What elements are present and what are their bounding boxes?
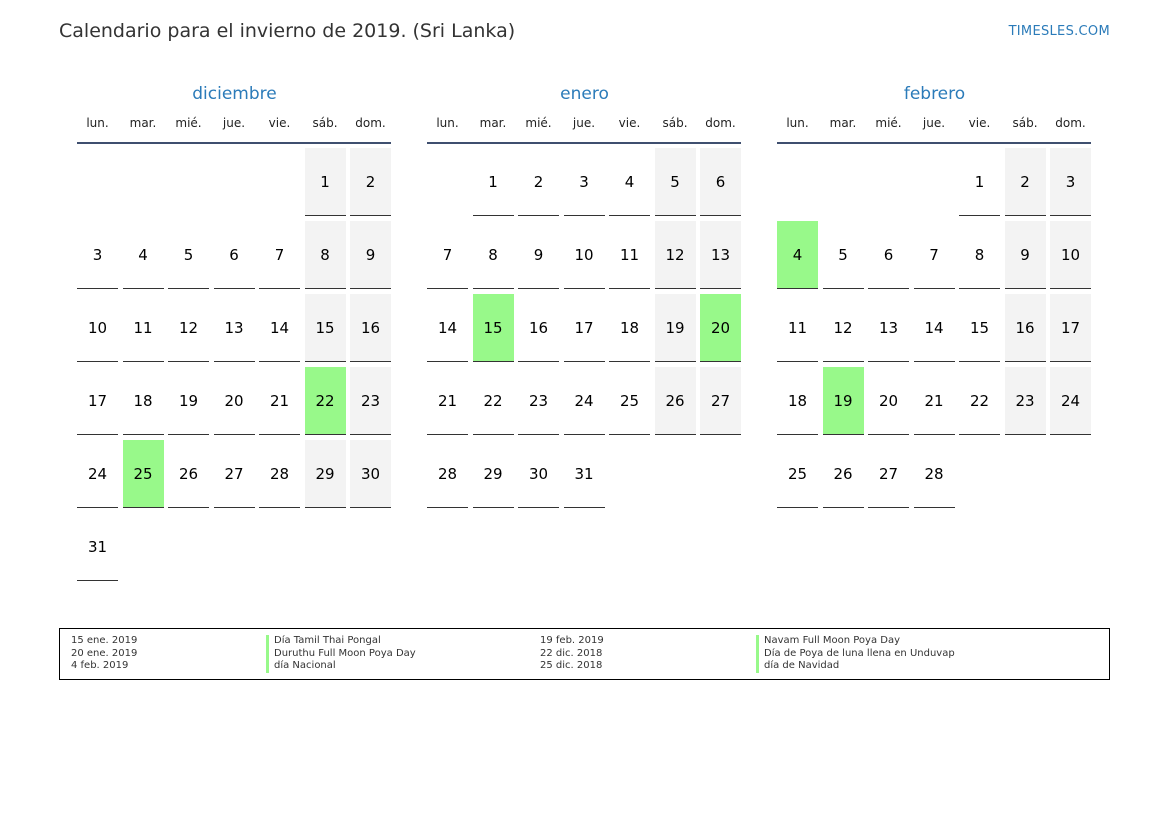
day-cell: 5 xyxy=(655,148,696,216)
weekday-label: dom. xyxy=(355,116,386,130)
month-december xyxy=(77,80,397,586)
day-cell: 17 xyxy=(1050,294,1091,362)
day-cell: 6 xyxy=(700,148,741,216)
weekday-label: mié. xyxy=(875,116,902,130)
day-cell: 22 xyxy=(305,367,346,435)
weekday-header xyxy=(77,108,391,144)
empty-cell xyxy=(427,148,468,221)
empty-cell xyxy=(777,148,818,221)
day-cell: 18 xyxy=(777,367,818,435)
legend-names-1 xyxy=(266,635,416,673)
day-cell: 21 xyxy=(914,367,955,435)
day-cell: 25 xyxy=(777,440,818,508)
day-cell: 29 xyxy=(473,440,514,508)
weekday-label: jue. xyxy=(572,116,596,130)
day-cell: 2 xyxy=(350,148,391,216)
day-cell: 11 xyxy=(609,221,650,289)
day-cell: 8 xyxy=(305,221,346,289)
day-cell: 8 xyxy=(473,221,514,289)
weekday-label: mié. xyxy=(525,116,552,130)
legend-holiday-name: día Nacional xyxy=(266,660,416,673)
weekday-label: vie. xyxy=(618,116,641,130)
day-cell: 28 xyxy=(259,440,300,508)
day-cell: 11 xyxy=(777,294,818,362)
day-cell: 19 xyxy=(655,294,696,362)
legend-date: 15 ene. 2019 xyxy=(71,635,138,646)
day-cell: 10 xyxy=(1050,221,1091,289)
day-cell: 20 xyxy=(214,367,255,435)
day-cell: 31 xyxy=(77,513,118,581)
days-grid xyxy=(77,148,397,586)
month-january xyxy=(427,80,747,513)
day-cell: 12 xyxy=(823,294,864,362)
empty-cell xyxy=(168,148,209,221)
day-cell: 4 xyxy=(609,148,650,216)
day-cell: 17 xyxy=(77,367,118,435)
weekday-label: vie. xyxy=(968,116,991,130)
day-cell: 10 xyxy=(564,221,605,289)
day-cell: 25 xyxy=(123,440,164,508)
legend-dates-2 xyxy=(540,635,604,673)
holiday-legend xyxy=(59,628,1110,680)
legend-date: 20 ene. 2019 xyxy=(71,647,138,659)
day-cell: 15 xyxy=(305,294,346,362)
day-cell: 28 xyxy=(914,440,955,508)
day-cell: 7 xyxy=(427,221,468,289)
day-cell: 1 xyxy=(305,148,346,216)
day-cell: 9 xyxy=(518,221,559,289)
day-cell: 1 xyxy=(473,148,514,216)
weekday-label: vie. xyxy=(268,116,291,130)
month-february xyxy=(777,80,1097,513)
day-cell: 17 xyxy=(564,294,605,362)
day-cell: 19 xyxy=(823,367,864,435)
weekday-label: mar. xyxy=(479,116,507,130)
weekday-label: lun. xyxy=(436,116,459,130)
day-cell: 20 xyxy=(700,294,741,362)
day-cell: 26 xyxy=(823,440,864,508)
weekday-label: sáb. xyxy=(312,116,338,130)
day-cell: 13 xyxy=(214,294,255,362)
page-title: Calendario para el invierno de 2019. (Sri Lanka) xyxy=(59,20,516,42)
empty-cell xyxy=(823,148,864,221)
day-cell: 14 xyxy=(427,294,468,362)
day-cell: 13 xyxy=(868,294,909,362)
day-cell: 12 xyxy=(655,221,696,289)
day-cell: 13 xyxy=(700,221,741,289)
day-cell: 1 xyxy=(959,148,1000,216)
day-cell: 21 xyxy=(427,367,468,435)
legend-holiday-name: Día Tamil Thai Pongal xyxy=(266,635,416,648)
legend-date: 4 feb. 2019 xyxy=(71,660,129,671)
day-cell: 16 xyxy=(1005,294,1046,362)
legend-names-2 xyxy=(756,635,955,673)
day-cell: 30 xyxy=(350,440,391,508)
day-cell: 31 xyxy=(564,440,605,508)
day-cell: 23 xyxy=(1005,367,1046,435)
weekday-label: lun. xyxy=(86,116,109,130)
day-cell: 3 xyxy=(77,221,118,289)
weekday-label: dom. xyxy=(1055,116,1086,130)
day-cell: 15 xyxy=(959,294,1000,362)
weekday-label: mar. xyxy=(829,116,857,130)
empty-cell xyxy=(77,148,118,221)
weekday-label: lun. xyxy=(786,116,809,130)
day-cell: 8 xyxy=(959,221,1000,289)
day-cell: 22 xyxy=(473,367,514,435)
legend-holiday-name: día de Navidad xyxy=(756,660,955,673)
month-name: febrero xyxy=(903,84,966,104)
month-name: diciembre xyxy=(192,84,277,104)
day-cell: 26 xyxy=(655,367,696,435)
day-cell: 27 xyxy=(700,367,741,435)
day-cell: 23 xyxy=(518,367,559,435)
day-cell: 26 xyxy=(168,440,209,508)
weekday-label: sáb. xyxy=(1012,116,1038,130)
days-grid xyxy=(427,148,747,513)
empty-cell xyxy=(259,148,300,221)
day-cell: 21 xyxy=(259,367,300,435)
weekday-label: dom. xyxy=(705,116,736,130)
day-cell: 2 xyxy=(1005,148,1046,216)
legend-date: 19 feb. 2019 xyxy=(540,635,604,646)
day-cell: 4 xyxy=(123,221,164,289)
legend-holiday-name: Día de Poya de luna llena en Unduvap xyxy=(756,648,955,661)
day-cell: 15 xyxy=(473,294,514,362)
day-cell: 4 xyxy=(777,221,818,289)
legend-date: 22 dic. 2018 xyxy=(540,647,603,659)
day-cell: 14 xyxy=(259,294,300,362)
day-cell: 3 xyxy=(564,148,605,216)
day-cell: 30 xyxy=(518,440,559,508)
day-cell: 3 xyxy=(1050,148,1091,216)
day-cell: 28 xyxy=(427,440,468,508)
legend-date: 25 dic. 2018 xyxy=(540,660,603,671)
day-cell: 12 xyxy=(168,294,209,362)
day-cell: 5 xyxy=(168,221,209,289)
day-cell: 24 xyxy=(1050,367,1091,435)
weekday-label: sáb. xyxy=(662,116,688,130)
day-cell: 9 xyxy=(1005,221,1046,289)
day-cell: 16 xyxy=(518,294,559,362)
day-cell: 5 xyxy=(823,221,864,289)
empty-cell xyxy=(123,148,164,221)
day-cell: 11 xyxy=(123,294,164,362)
weekday-header xyxy=(427,108,741,144)
legend-holiday-name: Navam Full Moon Poya Day xyxy=(756,635,955,648)
day-cell: 22 xyxy=(959,367,1000,435)
legend-dates-1 xyxy=(71,635,137,673)
day-cell: 27 xyxy=(868,440,909,508)
day-cell: 27 xyxy=(214,440,255,508)
empty-cell xyxy=(214,148,255,221)
empty-cell xyxy=(868,148,909,221)
days-grid xyxy=(777,148,1097,513)
day-cell: 18 xyxy=(609,294,650,362)
day-cell: 14 xyxy=(914,294,955,362)
day-cell: 20 xyxy=(868,367,909,435)
day-cell: 29 xyxy=(305,440,346,508)
day-cell: 23 xyxy=(350,367,391,435)
brand-link[interactable]: TIMESLES.COM xyxy=(1008,24,1110,39)
day-cell: 16 xyxy=(350,294,391,362)
day-cell: 7 xyxy=(259,221,300,289)
weekday-label: jue. xyxy=(922,116,946,130)
day-cell: 9 xyxy=(350,221,391,289)
day-cell: 10 xyxy=(77,294,118,362)
day-cell: 24 xyxy=(564,367,605,435)
legend-holiday-name: Duruthu Full Moon Poya Day xyxy=(266,648,416,661)
day-cell: 19 xyxy=(168,367,209,435)
weekday-label: jue. xyxy=(222,116,246,130)
day-cell: 6 xyxy=(214,221,255,289)
day-cell: 6 xyxy=(868,221,909,289)
weekday-header xyxy=(777,108,1091,144)
day-cell: 24 xyxy=(77,440,118,508)
empty-cell xyxy=(914,148,955,221)
day-cell: 25 xyxy=(609,367,650,435)
day-cell: 2 xyxy=(518,148,559,216)
day-cell: 7 xyxy=(914,221,955,289)
month-name: enero xyxy=(560,84,609,104)
day-cell: 18 xyxy=(123,367,164,435)
weekday-label: mié. xyxy=(175,116,202,130)
weekday-label: mar. xyxy=(129,116,157,130)
